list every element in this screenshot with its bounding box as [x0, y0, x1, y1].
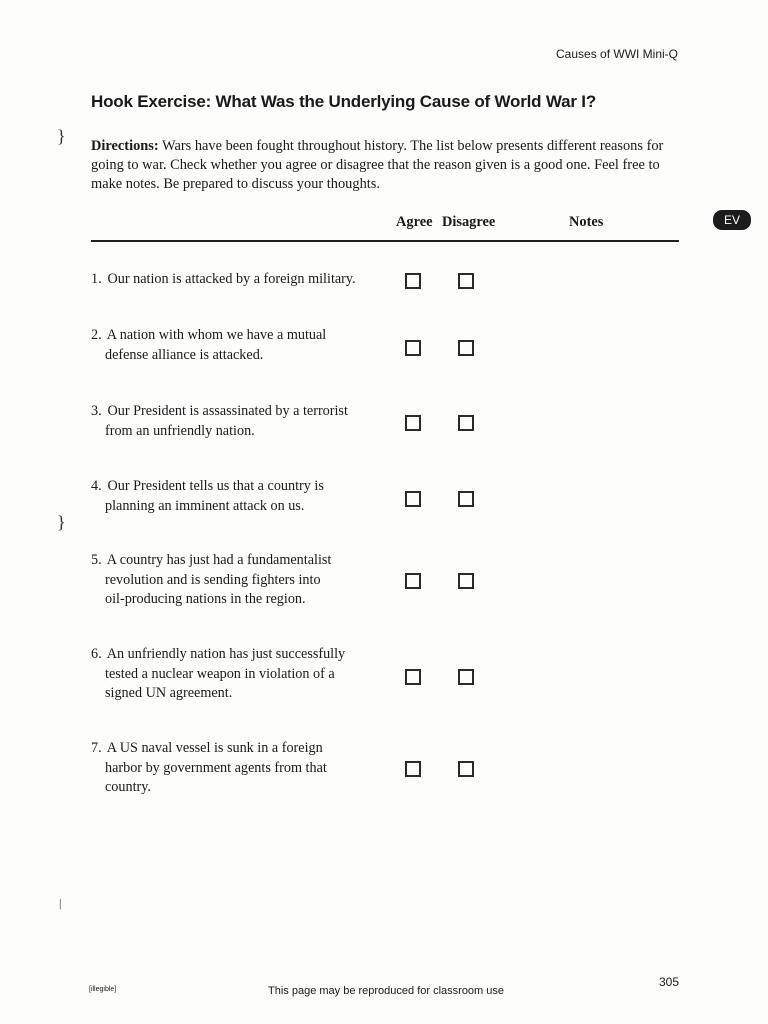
question-item-5 — [91, 551, 361, 610]
question-text-line: A nation with whom we have a mutual — [106, 327, 327, 343]
column-header-notes: Notes — [569, 214, 604, 230]
disagree-checkbox-1[interactable] — [458, 273, 474, 289]
disagree-checkbox-3[interactable] — [458, 415, 474, 431]
margin-bracket-mid: } — [57, 512, 66, 532]
side-tab-badge: EV — [713, 210, 751, 230]
column-header-agree: Agree — [396, 214, 433, 230]
question-number: 2. — [91, 327, 102, 343]
agree-checkbox-5[interactable] — [405, 573, 421, 589]
directions-paragraph — [91, 137, 681, 194]
question-text-line: tested a nuclear weapon in violation of a — [105, 665, 335, 682]
question-text-line: planning an imminent attack on us. — [105, 497, 305, 514]
directions-label: Directions: — [91, 138, 159, 154]
question-text-line: A country has just had a fundamentalist — [106, 552, 332, 568]
agree-checkbox-6[interactable] — [405, 669, 421, 685]
question-text-line: from an unfriendly nation. — [105, 422, 255, 439]
question-text-line: defense alliance is attacked. — [105, 346, 264, 363]
question-text-line: An unfriendly nation has just successfully — [106, 646, 346, 662]
agree-checkbox-2[interactable] — [405, 340, 421, 356]
directions-text: Wars have been fought throughout history. The list below presents different reasons for going to war. Check whether you agree or disagree that the reason given is a good one. Feel free to make notes. Be prepared to discuss your thoughts. — [91, 138, 664, 192]
question-item-3 — [91, 402, 361, 441]
question-number: 3. — [91, 403, 102, 419]
agree-checkbox-7[interactable] — [405, 761, 421, 777]
agree-checkbox-1[interactable] — [405, 273, 421, 289]
disagree-checkbox-4[interactable] — [458, 491, 474, 507]
margin-bracket-top: } — [57, 126, 66, 146]
question-text-line: revolution and is sending fighters into — [105, 571, 321, 588]
question-item-1 — [91, 270, 361, 290]
column-header-disagree: Disagree — [442, 214, 496, 230]
disagree-checkbox-2[interactable] — [458, 340, 474, 356]
agree-checkbox-3[interactable] — [405, 415, 421, 431]
disagree-checkbox-7[interactable] — [458, 761, 474, 777]
page-number: 305 — [659, 975, 680, 989]
agree-checkbox-4[interactable] — [405, 491, 421, 507]
question-text-line: signed UN agreement. — [105, 685, 233, 701]
series-title: Causes of WWI Mini-Q — [556, 47, 679, 61]
margin-tick-bottom: | — [59, 896, 62, 910]
question-text-line: harbor by government agents from that — [105, 759, 327, 776]
question-number: 1. — [91, 271, 102, 287]
question-number: 4. — [91, 478, 102, 494]
disagree-checkbox-5[interactable] — [458, 573, 474, 589]
page-title: Hook Exercise: What Was the Underlying Cause of World War I? — [91, 92, 597, 111]
reproduction-note: This page may be reproduced for classroom use — [268, 985, 505, 997]
question-number: 6. — [91, 646, 102, 662]
question-item-6 — [91, 645, 361, 704]
question-text-line: Our President is assassinated by a terrorist — [107, 403, 348, 419]
question-text-line: Our nation is attacked by a foreign military. — [107, 271, 356, 287]
copyright-notice: [illegible] — [89, 986, 117, 993]
question-text-line: A US naval vessel is sunk in a foreign — [106, 740, 323, 756]
question-number: 7. — [91, 740, 102, 756]
question-item-4 — [91, 477, 361, 516]
question-text-line: oil-producing nations in the region. — [105, 591, 306, 607]
question-number: 5. — [91, 552, 102, 568]
question-item-7 — [91, 739, 361, 798]
question-item-2 — [91, 326, 361, 365]
header-divider — [91, 240, 679, 242]
question-text-line: Our President tells us that a country is — [107, 478, 324, 494]
disagree-checkbox-6[interactable] — [458, 669, 474, 685]
question-text-line: country. — [105, 779, 151, 795]
